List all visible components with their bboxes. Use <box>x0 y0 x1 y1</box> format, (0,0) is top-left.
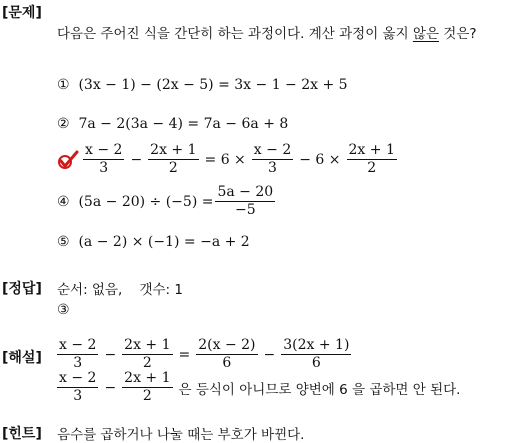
c3-frac-3: $\frac{x - 2}{3}$ <box>253 142 292 176</box>
choice-3[interactable] <box>57 142 399 177</box>
choice-2-marker: ② <box>57 116 70 132</box>
e2-text: 은 등식이 아니므로 양변에 6 을 곱하면 안 된다. <box>178 381 461 398</box>
choice-2[interactable] <box>57 116 288 132</box>
answer-header: [정답] <box>2 281 42 297</box>
explanation-line2 <box>55 370 460 405</box>
explanation-header: [해설] <box>2 350 42 366</box>
choice-1-marker: ① <box>57 77 70 93</box>
c3-frac-2: $\frac{2x + 1}{2}$ <box>150 142 197 176</box>
c4-frac: $\frac{5a - 20}{-5}$ <box>217 184 274 218</box>
question-prompt <box>57 22 477 42</box>
prompt-part1: 다음은 주어진 식을 간단히 하는 과정이다. 계산 과정이 옳지 <box>57 26 413 42</box>
e1-frac-4: $\frac{3(2x + 1)}{6}$ <box>283 337 350 371</box>
c3-mid: = 6 × <box>204 151 246 168</box>
e2-op: − <box>104 379 117 396</box>
e1-op: − <box>104 346 117 363</box>
answer-line1: 순서: 없음, 갯수: 1 <box>57 282 183 298</box>
prompt-underlined: 않은 <box>412 26 439 42</box>
e1-frac-2: $\frac{2x + 1}{2}$ <box>124 337 171 371</box>
choice-4[interactable] <box>57 184 277 219</box>
c3-frac-1: $\frac{x - 2}{3}$ <box>85 142 123 176</box>
question-header: [문제] <box>2 5 42 21</box>
e1-frac-3: $\frac{2(x - 2)}{6}$ <box>198 337 256 371</box>
choice-5-expr: (a − 2) × (−1) = −a + 2 <box>78 234 250 250</box>
e2-frac-2: $\frac{2x + 1}{2}$ <box>124 370 171 404</box>
choice-5[interactable] <box>57 234 250 250</box>
choice-2-expr: 7a − 2(3a − 4) = 7a − 6a + 8 <box>78 116 289 132</box>
choice-1[interactable] <box>57 77 348 93</box>
hint-header: [힌트] <box>2 426 42 442</box>
choice-4-expr: (5a − 20) ÷ (−5) = <box>78 193 214 210</box>
choice-4-marker: ④ <box>57 193 70 210</box>
choice-5-marker: ⑤ <box>57 234 70 250</box>
red-checkmark-icon <box>57 150 79 170</box>
explanation-line1 <box>55 337 353 372</box>
choice-1-expr: (3x − 1) − (2x − 5) = 3x − 1 − 2x + 5 <box>78 77 348 93</box>
c3-op2: − 6 × <box>299 151 341 168</box>
c3-op1: − <box>130 151 143 168</box>
e1-op2: − <box>263 346 276 363</box>
e1-eq: = <box>178 346 191 363</box>
e1-frac-1: $\frac{x - 2}{3}$ <box>59 337 97 371</box>
e2-frac-1: $\frac{x - 2}{3}$ <box>59 370 97 404</box>
hint-text: 음수를 곱하거나 나눌 때는 부호가 바뀐다. <box>57 427 305 443</box>
prompt-part2: 것은? <box>439 26 477 42</box>
c3-frac-4: $\frac{2x + 1}{2}$ <box>348 142 395 176</box>
answer-line2: ③ <box>57 302 70 318</box>
